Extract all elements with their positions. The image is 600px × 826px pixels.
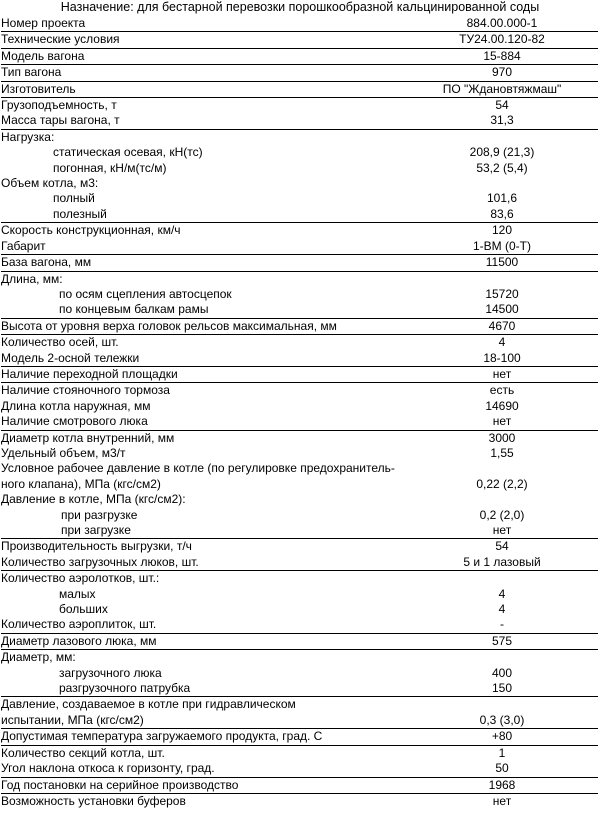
row-value: - <box>500 617 504 632</box>
row-value: нет <box>492 366 512 381</box>
table-row <box>1 399 598 414</box>
row-label: Нагрузка: <box>1 129 55 144</box>
row-label: Условное рабочее давление в котле (по регулировке предохранитель- ного клапана), МПа (кгс/см2) <box>1 461 395 491</box>
table-row <box>1 602 598 617</box>
table-row <box>1 130 598 145</box>
row-value: 575 <box>491 633 513 648</box>
table-row <box>1 729 598 745</box>
table-row <box>1 16 598 32</box>
row-value: 3000 <box>488 430 516 445</box>
row-label: Количество аэролотков, шт.: <box>1 571 160 586</box>
row-value: 208,9 (21,3) <box>469 145 535 160</box>
row-value: 970 <box>491 65 513 80</box>
table-row <box>1 351 598 367</box>
table-row <box>1 49 598 65</box>
row-label: Наличие смотрового люка <box>1 414 148 429</box>
row-value: 14500 <box>485 302 519 317</box>
row-value: 53,2 (5,4) <box>476 160 528 175</box>
table-row <box>1 794 598 809</box>
row-label: Грузоподъемность, т <box>1 98 117 113</box>
row-value: 1,55 <box>490 445 514 460</box>
row-value: нет <box>492 523 512 537</box>
table-row <box>1 666 598 681</box>
table-row <box>1 431 598 446</box>
row-label: Габарит <box>1 238 46 253</box>
row-label: Длина котла наружная, мм <box>1 398 151 413</box>
row-label: Длина, мм: <box>1 271 63 286</box>
table-row <box>1 113 598 129</box>
row-value: нет <box>492 793 512 808</box>
row-value: 31,3 <box>490 113 514 128</box>
row-label: полный <box>53 191 95 206</box>
row-value: ТУ24.00.120-82 <box>459 32 545 47</box>
row-value: нет <box>492 414 512 429</box>
row-label: Высота от уровня верха головок рельсов максимальная, мм <box>1 318 337 333</box>
table-row <box>1 492 598 507</box>
table-row <box>1 32 598 48</box>
row-value: 18-100 <box>483 350 521 365</box>
row-label: при разгрузке <box>61 507 138 522</box>
row-label: Модель 2-осной тележки <box>1 350 140 365</box>
table-row <box>1 446 598 461</box>
table-row <box>1 335 598 350</box>
row-value: +80 <box>491 729 513 744</box>
table-row <box>1 161 598 176</box>
row-value: 4 <box>498 335 506 350</box>
table-row <box>1 508 598 523</box>
row-label: Технические условия <box>1 32 120 47</box>
row-value: 884.00.000-1 <box>466 16 538 30</box>
row-label: Угол наклона откоса к горизонту, град. <box>1 761 215 776</box>
row-value: 120 <box>491 223 513 238</box>
table-row <box>1 302 598 318</box>
row-value: 400 <box>491 665 513 680</box>
table-row <box>1 587 598 602</box>
row-value: 11500 <box>485 255 519 270</box>
table-row <box>1 539 598 554</box>
table-row <box>1 634 598 650</box>
row-value: 0,22 (2,2) <box>476 476 528 491</box>
table-row <box>1 176 598 191</box>
row-value: 1968 <box>488 777 516 792</box>
row-value: 14690 <box>485 398 519 413</box>
row-label: Удельный объем, м3/т <box>1 445 126 460</box>
document-title: Назначение: для бестарной перевозки порошкообразной кальцинированной соды <box>60 0 540 14</box>
row-label: Допустимая температура загружаемого продукта, град. С <box>1 729 323 744</box>
table-row <box>1 571 598 586</box>
row-value: 101,6 <box>486 191 518 206</box>
table-row <box>1 367 598 383</box>
table-row <box>1 207 598 223</box>
row-value: 1-ВМ (0-Т) <box>473 238 531 253</box>
row-label: Количество секций котла, шт. <box>1 745 165 760</box>
row-value: 4 <box>498 602 506 617</box>
table-row <box>1 319 598 335</box>
row-label: Год постановки на серийное производство <box>1 777 239 792</box>
row-label: малых <box>59 586 96 601</box>
row-value: 83,6 <box>490 206 514 221</box>
row-label: больших <box>59 602 108 617</box>
row-value: 1 <box>498 745 506 760</box>
row-label: Давление в котле, МПа (кгс/см2): <box>1 492 186 507</box>
row-label: Количество аэроплиток, шт. <box>1 617 157 632</box>
table-row <box>1 223 598 238</box>
row-label: Количество осей, шт. <box>1 335 119 350</box>
table-row <box>1 255 598 271</box>
table-row <box>1 617 598 633</box>
table-row <box>1 555 598 571</box>
row-label: Масса тары вагона, т <box>1 113 120 128</box>
table-row <box>1 761 598 777</box>
table-row <box>1 414 598 430</box>
table-row <box>1 523 598 539</box>
row-label: Модель вагона <box>1 48 85 63</box>
row-label: Скорость конструкционная, км/ч <box>1 223 181 238</box>
table-row <box>1 191 598 206</box>
table-row <box>1 287 598 302</box>
table-row <box>1 778 598 794</box>
row-label: Давление, создаваемое в котле при гидравлическом испытании, МПа (кгс/см2) <box>1 697 296 727</box>
row-value: 50 <box>495 761 509 776</box>
row-value: 54 <box>495 539 509 554</box>
row-label: полезный <box>53 206 107 221</box>
row-label: Диаметр котла внутренний, мм <box>1 430 175 445</box>
row-label: по концевым балкам рамы <box>59 302 209 317</box>
row-label: Количество загрузочных люков, шт. <box>1 554 199 569</box>
row-value: 0,3 (3,0) <box>479 712 525 727</box>
table-row <box>1 461 598 492</box>
table-row <box>1 272 598 287</box>
row-label: Номер проекта <box>1 16 86 30</box>
table-row <box>1 98 598 113</box>
table-row <box>1 697 598 729</box>
row-label: Наличие переходной площадки <box>1 366 178 381</box>
row-value: 54 <box>495 98 509 113</box>
table-row <box>1 681 598 697</box>
row-label: Наличие стояночного тормоза <box>1 383 170 398</box>
row-label: База вагона, мм <box>1 255 92 270</box>
table-row <box>1 383 598 398</box>
table-row <box>1 650 598 665</box>
spec-table <box>1 16 598 809</box>
row-value: ПО "Ждановтяжмаш" <box>442 81 562 96</box>
row-label: Возможность установки буферов <box>1 793 186 808</box>
table-row <box>1 746 598 761</box>
row-label: загрузочного люка <box>59 665 162 680</box>
row-label: Диаметр, мм: <box>1 650 76 665</box>
row-value: 150 <box>491 681 513 696</box>
row-label: Тип вагона <box>1 65 62 80</box>
row-value: 15-884 <box>483 48 521 63</box>
row-label: Производительность выгрузки, т/ч <box>1 539 192 554</box>
row-label: статическая осевая, кН(тс) <box>53 145 203 160</box>
row-label: по осям сцепления автосцепок <box>59 286 232 301</box>
row-value: 15720 <box>485 286 519 301</box>
table-row <box>1 239 598 255</box>
table-row <box>1 82 598 98</box>
row-label: Объем котла, м3: <box>1 176 99 191</box>
row-label: при загрузке <box>61 523 131 537</box>
row-value: 4670 <box>488 318 516 333</box>
row-label: погонная, кН/м(тс/м) <box>53 160 167 175</box>
table-row <box>1 145 598 160</box>
row-value: 0,2 (2,0) <box>479 507 525 522</box>
table-row <box>1 65 598 81</box>
row-label: разгрузочного патрубка <box>59 681 191 696</box>
row-value: 4 <box>498 586 506 601</box>
row-value: есть <box>489 383 515 398</box>
row-label: Изготовитель <box>1 81 76 96</box>
row-label: Диаметр лазового люка, мм <box>1 633 157 648</box>
row-value: 5 и 1 лазовый <box>463 554 541 569</box>
